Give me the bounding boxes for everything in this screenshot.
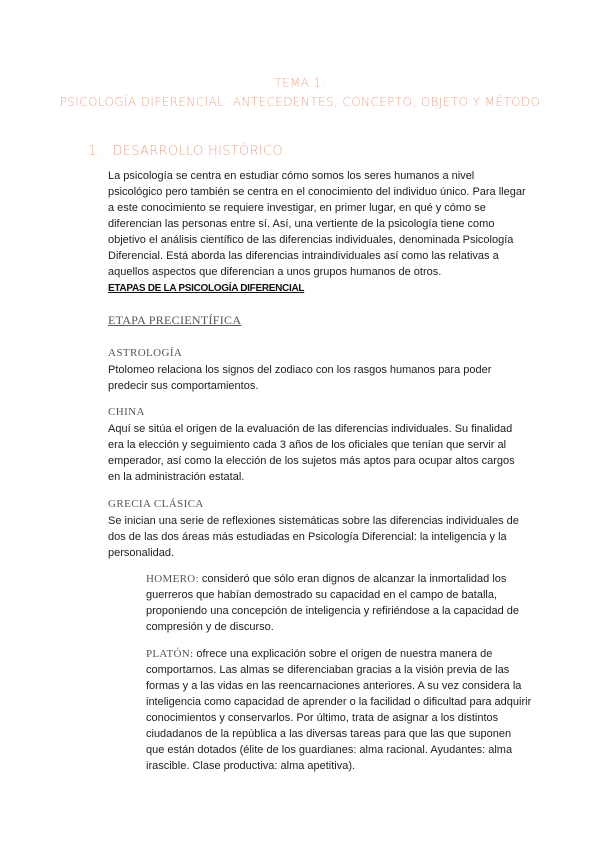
astrologia-paragraph: Ptolomeo relaciona los signos del zodiaco con los rasgos humanos para poder predecir sus comportamientos. xyxy=(108,364,492,392)
intro-paragraph: La psicología se centra en estudiar cómo somos los seres humanos a nivel psicológico pero también se centra en el conocimiento del individuo único. Para llegar a este conocimiento se requiere investigar, en primer lugar, en qué y cómo se diferencian las personas entre sí. Así, una vertiente de la psicología tiene como objetivo el análisis científico de las diferencias individuales, denominada Psicología Diferencial. Está aborda las diferencias intraindividuales así como las relativas a aquellos aspectos que diferencian a unos grupos humanos de otros. xyxy=(108,170,526,278)
china-heading: CHINA xyxy=(108,406,145,418)
grecia-paragraph: Se inician una serie de reflexiones sistemáticas sobre las diferencias individuales de dos de las dos áreas más estudiadas en Psicología Diferencial: la inteligencia y la personalidad. xyxy=(108,515,519,559)
stage-title: ETAPA PRECIENTÍFICA xyxy=(108,313,242,327)
homero-paragraph xyxy=(146,571,532,635)
astrologia-heading: ASTROLOGÍA xyxy=(108,347,183,359)
topic-title: PSICOLOGÍA DIFERENCIAL: ANTECEDENTES, CONCEPTO, OBJETO Y MÉTODO xyxy=(59,95,541,109)
section-heading xyxy=(88,144,283,159)
homero-text: consideró que sólo eran dignos de alcanzar la inmortalidad los guerreros que habían demostrado su capacidad en el campo de batalla, proponiendo una concepción de inteligencia y refiriéndose a la capacidad de compresión y de discurso. xyxy=(146,573,520,633)
china-paragraph: Aquí se sitúa el origen de la evaluación de las diferencias individuales. Su finalidad era la elección y seguimiento cada 3 años de los oficiales que tenían que servir al emperador, así como la elección de los sujetos más aptos para ocupar altos cargos en la administración estatal. xyxy=(108,423,515,483)
section-number: 1. xyxy=(88,144,102,159)
grecia-heading: GRECIA CLÁSICA xyxy=(108,498,204,510)
document-title xyxy=(0,74,600,112)
homero-lead: HOMERO: xyxy=(146,573,199,585)
platon-text: ofrece una explicación sobre el origen de nuestra manera de comportarnos. Las almas se diferenciaban gracias a la visión previa de las formas y a las vidas en las reencarnaciones anteriores. A su vez considera la inteligencia como capacidad de aprender o la facilidad o dificultad para adquirir conocimientos y conservarlos. Por último, trata de asignar a los distintos ciudadanos de la república a las diversas tareas para que las que suponen que están dotados (élite de los guardianes: alma racional. Ayudantes: alma irascible. Clase productiva: alma apetitiva). xyxy=(146,648,532,772)
topic-number: TEMA 1: xyxy=(274,76,326,90)
etapas-heading: ETAPAS DE LA PSICOLOGÍA DIFERENCIAL xyxy=(108,283,305,294)
section-title: DESARROLLO HISTÓRICO xyxy=(112,144,283,159)
platon-paragraph xyxy=(146,646,532,774)
platon-lead: PLATÓN: xyxy=(146,648,194,660)
